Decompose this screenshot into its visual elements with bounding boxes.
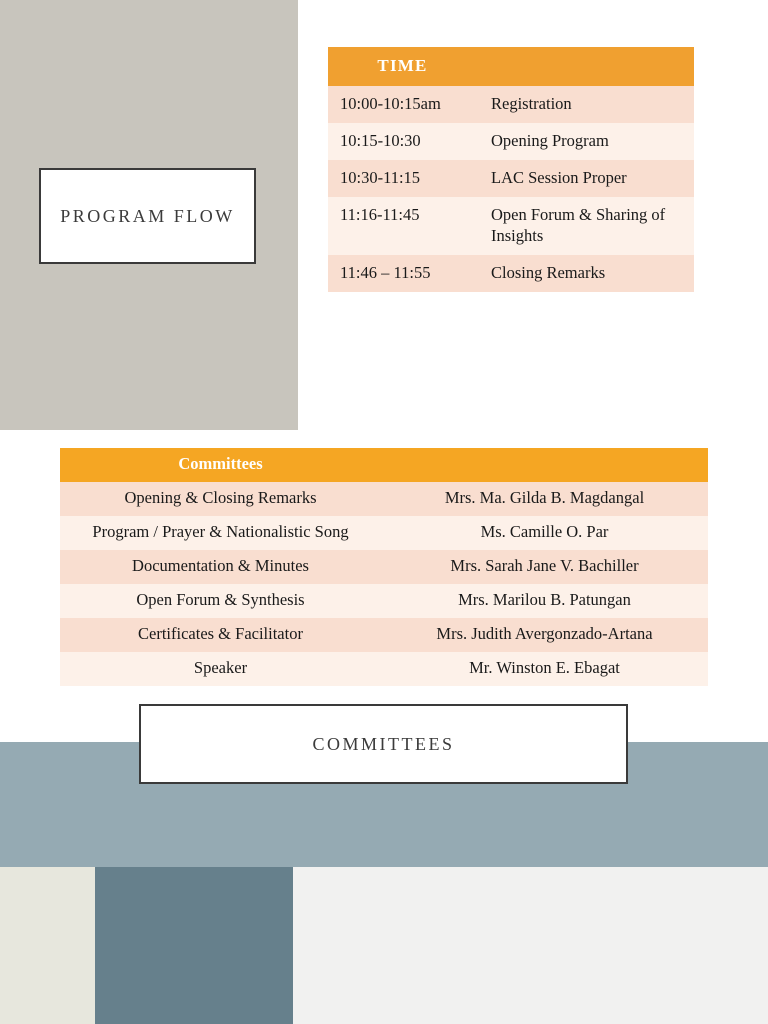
cell-role: Open Forum & Synthesis <box>60 584 381 618</box>
committees-title-text: COMMITTEES <box>312 733 455 754</box>
cell-activity: Registration <box>477 86 694 123</box>
cell-time: 10:30-11:15 <box>328 160 477 197</box>
column-header-activity <box>477 47 694 86</box>
column-header-committees: Committees <box>60 448 381 482</box>
program-flow-title-box <box>39 168 256 264</box>
cell-activity: Opening Program <box>477 123 694 160</box>
program-flow-table <box>328 47 694 292</box>
table-row <box>328 255 694 292</box>
cell-time: 11:16-11:45 <box>328 197 477 255</box>
cell-person: Mrs. Ma. Gilda B. Magdangal <box>381 482 708 516</box>
cell-person: Mrs. Sarah Jane V. Bachiller <box>381 550 708 584</box>
cell-person: Mrs. Judith Avergonzado-Artana <box>381 618 708 652</box>
table-row <box>60 516 708 550</box>
table-row <box>328 160 694 197</box>
committees-title-box <box>139 704 628 784</box>
cell-person: Mrs. Marilou B. Patungan <box>381 584 708 618</box>
background-block-teal <box>95 867 293 1024</box>
cell-role: Program / Prayer & Nationalistic Song <box>60 516 381 550</box>
cell-role: Documentation & Minutes <box>60 550 381 584</box>
column-header-person <box>381 448 708 482</box>
background-block-cream <box>0 867 95 1024</box>
table-row <box>60 550 708 584</box>
cell-role: Speaker <box>60 652 381 686</box>
committees-table <box>60 448 708 686</box>
table-row <box>328 123 694 160</box>
cell-time: 10:15-10:30 <box>328 123 477 160</box>
table-row <box>328 86 694 123</box>
cell-activity: Open Forum & Sharing of Insights <box>477 197 694 255</box>
cell-time: 11:46 – 11:55 <box>328 255 477 292</box>
cell-role: Opening & Closing Remarks <box>60 482 381 516</box>
table-row <box>60 618 708 652</box>
cell-time: 10:00-10:15am <box>328 86 477 123</box>
table-header-row <box>60 448 708 482</box>
cell-role: Certificates & Facilitator <box>60 618 381 652</box>
column-header-time: TIME <box>328 47 477 86</box>
cell-person: Ms. Camille O. Par <box>381 516 708 550</box>
table-row <box>60 652 708 686</box>
table-header-row <box>328 47 694 86</box>
cell-activity: LAC Session Proper <box>477 160 694 197</box>
cell-person: Mr. Winston E. Ebagat <box>381 652 708 686</box>
table-row <box>60 584 708 618</box>
table-row <box>60 482 708 516</box>
table-row <box>328 197 694 255</box>
cell-activity: Closing Remarks <box>477 255 694 292</box>
program-flow-title-text: PROGRAM FLOW <box>60 206 235 226</box>
